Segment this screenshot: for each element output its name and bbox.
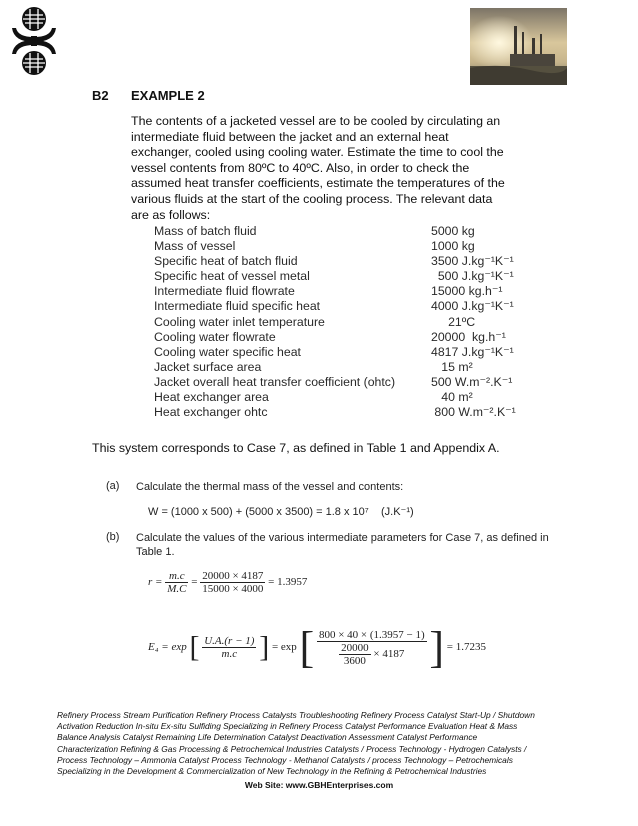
table-row [154, 239, 521, 254]
row-label: Cooling water flowrate [154, 329, 276, 344]
row-value: 1000 kg [431, 239, 475, 254]
eq-e4-lhs: E₄ = exp [148, 641, 187, 654]
company-logo [10, 6, 58, 76]
eq-e4-f1-num: U.A.(r − 1) [204, 635, 255, 647]
footer-line: Balance Analysis Catalyst Remaining Life Determination Catalyst Deactivation Assessment Catalyst Performance [57, 732, 478, 743]
table-row [154, 405, 521, 420]
row-label: Cooling water inlet temperature [154, 314, 325, 329]
equation-r [148, 570, 307, 595]
eq-e4-fraction-symbolic [202, 635, 256, 660]
table-row [154, 345, 521, 360]
eq-r-f2-num: 20000 × 4187 [202, 570, 264, 582]
table-row [154, 284, 521, 299]
step-b-label: (b) [106, 531, 120, 543]
data-table [154, 224, 521, 420]
footer-line: Specializing in the Development & Commercialization of New Technology in the Refining & Petrochemical Industries [57, 766, 487, 777]
eq-r-fraction-symbolic [165, 570, 188, 595]
eq-r-f1-num: m.c [165, 570, 188, 583]
table-row [154, 269, 521, 284]
case-statement: This system corresponds to Case 7, as defined in Table 1 and Appendix A. [92, 441, 500, 455]
right-bracket: ] [259, 630, 270, 664]
faint-watermark [108, 392, 110, 401]
row-label: Mass of batch fluid [154, 224, 257, 238]
equation-e4 [148, 622, 486, 673]
intro-paragraph [131, 114, 511, 223]
row-value: 21ºC [431, 314, 476, 329]
step-b [106, 531, 566, 561]
section-number: B2 [92, 88, 109, 103]
eq-e4-inner-den: 3600 [343, 654, 366, 667]
eq-e4-f2-num: 800 × 40 × (1.3957 − 1) [318, 628, 425, 641]
left-bracket: [ [189, 630, 200, 664]
eq-r-f1-den: M.C [167, 583, 187, 595]
table-row [154, 375, 521, 390]
footer-line: Activation Reduction In-situ Ex-situ Sulfiding Specializing in Refinery Process Catalyst Performance Evaluation Heat & Mass [57, 721, 518, 732]
table-row [154, 330, 521, 345]
table-row [154, 299, 521, 314]
eq-e4-fraction-numeric [317, 629, 427, 667]
row-value: 40 m² [431, 390, 473, 405]
eq-e4-inner-num: 20000 [341, 641, 369, 654]
step-a-label: (a) [106, 480, 120, 492]
row-label: Cooling water specific heat [154, 344, 301, 359]
eq-e4-f1-den: m.c [221, 648, 238, 660]
refinery-photo-icon [470, 8, 567, 85]
eq-e4-f2-den [317, 642, 427, 667]
eq-e4-den-mult: × 4187 [373, 647, 405, 660]
row-value: 500 W.m⁻².K⁻¹ [431, 374, 513, 389]
eq-e4-inner-fraction [339, 642, 371, 667]
row-value: 15 m² [431, 359, 473, 374]
row-value: 3500 J.kg⁻¹K⁻¹ [431, 254, 514, 269]
table-row [154, 254, 521, 269]
row-label: Specific heat of vessel metal [154, 269, 310, 284]
row-label: Intermediate fluid specific heat [154, 299, 321, 314]
row-label: Intermediate fluid flowrate [154, 284, 295, 299]
eq-e4-mid: = exp [271, 641, 297, 654]
thermal-mass-equation: W = (1000 x 500) + (5000 x 3500) = 1.8 x 10⁷ (J.K⁻¹) [148, 506, 414, 518]
row-value: 800 W.m⁻².K⁻¹ [431, 405, 516, 420]
left-bracket-large: [ [299, 623, 315, 672]
section-title: EXAMPLE 2 [131, 88, 205, 103]
footer-line: Refinery Process Stream Purification Refinery Process Catalysts Troubleshooting Refinery Process Catalyst Start-Up / Shutdown [57, 710, 535, 720]
footer-line: Process Technology – Ammonia Catalyst Process Technology - Methanol Catalysts / process Technology – Petrochemicals [57, 754, 513, 765]
step-a-text: Calculate the thermal mass of the vessel and contents: [136, 481, 404, 493]
row-label: Mass of vessel [154, 239, 236, 254]
eq-r-result: = 1.3957 [268, 576, 308, 589]
eq-e4-result: = 1.7235 [446, 641, 486, 654]
row-value: 15000 kg.h⁻¹ [431, 284, 503, 299]
step-b-text: Calculate the values of the various intermediate parameters for Case 7, as defined in Table 1. [136, 532, 549, 558]
row-label: Specific heat of batch fluid [154, 254, 298, 269]
eq-r-lhs: r = [148, 576, 163, 589]
row-label: Jacket overall heat transfer coefficient (ohtc) [154, 374, 396, 389]
table-row [154, 315, 521, 330]
row-value: 500 J.kg⁻¹K⁻¹ [431, 269, 514, 284]
table-row [154, 360, 521, 375]
row-label: Jacket surface area [154, 359, 262, 374]
eq-r-f2-den: 15000 × 4000 [202, 583, 264, 595]
row-value: 20000 kg.h⁻¹ [431, 329, 506, 344]
table-row [154, 224, 521, 239]
row-label: Heat exchanger ohtc [154, 405, 268, 420]
eq-r-equals: = [191, 576, 198, 589]
website-link[interactable]: Web Site: www.GBHEnterprises.com [244, 780, 394, 790]
row-value: 4000 J.kg⁻¹K⁻¹ [431, 299, 514, 314]
row-label: Heat exchanger area [154, 390, 269, 405]
row-value: 4817 J.kg⁻¹K⁻¹ [431, 344, 514, 359]
right-bracket-large: ] [429, 623, 445, 672]
intro-text: The contents of a jacketed vessel are to be cooled by circulating an intermediate fluid between the jacket and an external heat exchanger, cooled using cooling water. Estimate the time to cool the vessel contents from 80ºC to 40ºC. Also, in order to check the assumed heat transfer coefficients, estimate the temperatures of the various fluids at the start of the cooling process. The relevant data are as follows: [131, 114, 505, 222]
eq-r-fraction-numeric [200, 570, 265, 595]
footer-text [57, 710, 557, 777]
row-value: 5000 kg [431, 224, 475, 238]
company-emblem-icon [10, 6, 58, 76]
table-row [154, 390, 521, 405]
refinery-photo [470, 8, 567, 85]
footer-line: Characterization Refining & Gas Processing & Petrochemical Industries Catalysts / Process Technology - Hydrogen Catalysts / [57, 743, 527, 754]
